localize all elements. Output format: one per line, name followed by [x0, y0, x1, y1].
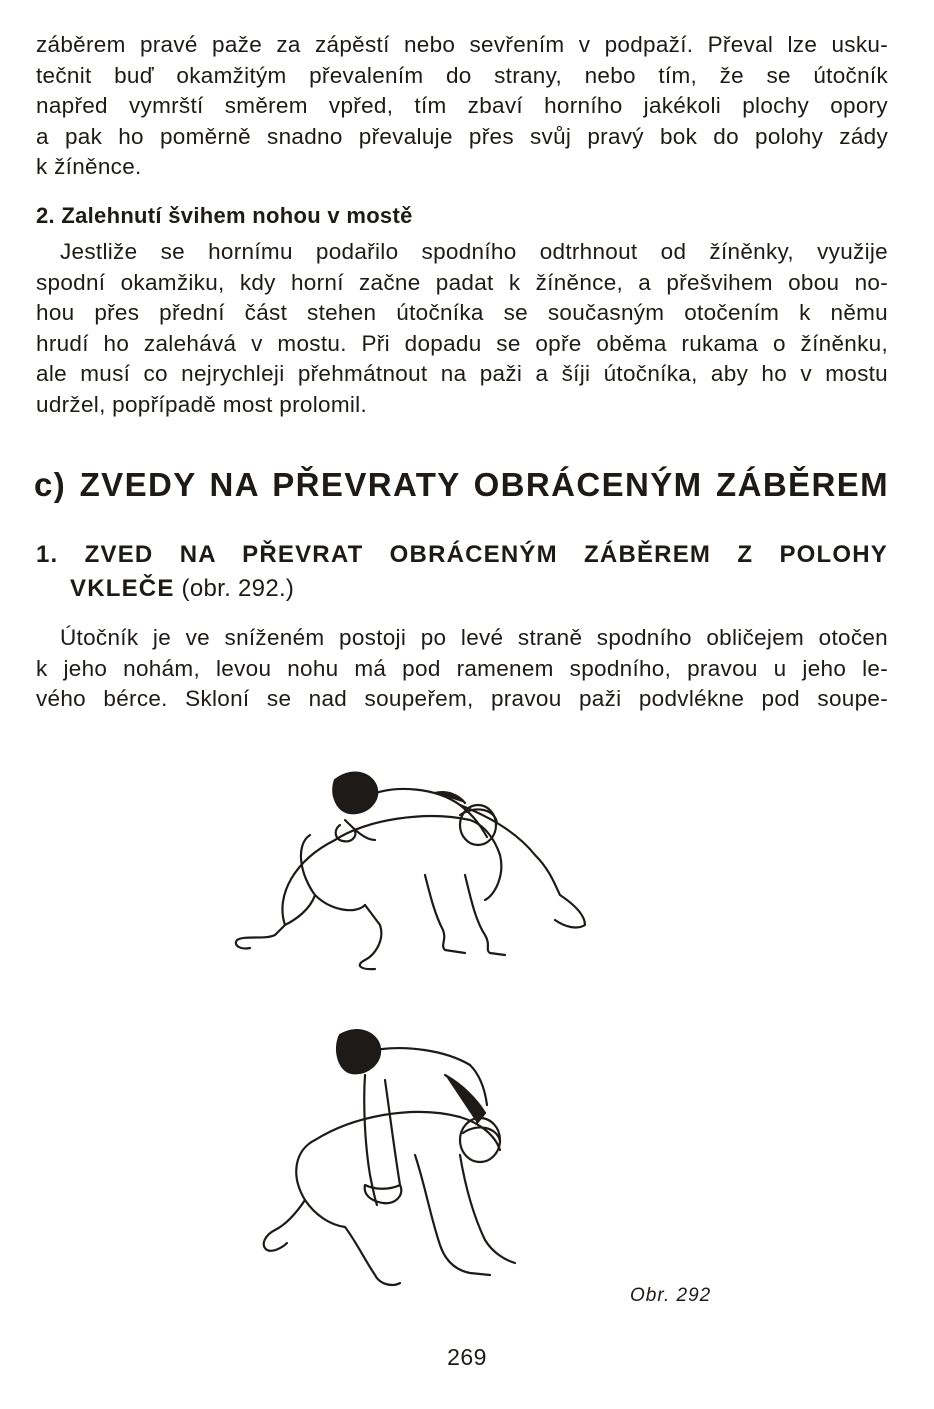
paragraph-bridge-sweep — [36, 237, 888, 420]
illustration-bottom-pose — [264, 1030, 515, 1285]
text-line: hrudí ho zalehává v mostu. Při dopadu se opře oběma rukama o žíněnku, — [36, 330, 888, 356]
text-line: k jeho nohám, levou nohu má pod ramenem spodního, pravou u jeho le- — [36, 655, 888, 681]
figure-reference: (obr. 292.) — [174, 575, 295, 602]
text-line: a pak ho poměrně snadno převaluje přes svůj pravý bok do polohy zády — [36, 123, 888, 149]
text-line: spodní okamžiku, kdy horní začne padat k žíněnce, a přešvihem obou no- — [36, 269, 888, 295]
section-heading: c) ZVEDY NA PŘEVRATY OBRÁCENÝM ZÁBĚREM — [34, 466, 889, 503]
wrestling-illustration — [215, 745, 615, 1305]
illustration-top-pose — [236, 773, 585, 970]
text-line: vého bérce. Skloní se nad soupeřem, pravou paži podvlékne pod soupe- — [36, 686, 888, 711]
text-line: Útočník je ve sníženém postoji po levé straně spodního obličejem otočen — [60, 625, 888, 650]
text-line: Jestliže se hornímu podařilo spodního odtrhnout od žíněnky, využije — [60, 239, 888, 264]
text-line: ale musí co nejrychleji přehmátnout na paži a šíji útočníka, aby ho v mostu — [36, 361, 888, 386]
item-heading — [36, 538, 888, 606]
text-line: k žíněnce. — [36, 154, 142, 179]
paragraph-reversal — [36, 30, 888, 183]
paragraph-attacker-position — [36, 623, 888, 715]
subheading-bridge-sweep: 2. Zalehnutí švihem nohou v mostě — [36, 203, 413, 228]
text-line: udržel, popřípadě most prolomil. — [36, 391, 368, 417]
text-line: tečnit buď okamžitým převalením do strany, nebo tím, že se útočník — [36, 62, 888, 88]
item-heading-title: VKLEČE — [70, 575, 175, 602]
item-heading-line2 — [36, 572, 888, 606]
figure-caption: Obr. 292 — [630, 1285, 712, 1306]
text-line: napřed vymrští směrem vpřed, tím zbaví horního jakékoli plochy opory — [36, 93, 888, 118]
text-line: hou přes přední část stehen útočníka se současným otočením k němu — [36, 300, 888, 325]
text-line: záběrem pravé paže za zápěstí nebo sevřením v podpaží. Převal lze usku- — [36, 32, 888, 57]
page-number: 269 — [447, 1344, 487, 1370]
item-heading-line1: 1. ZVED NA PŘEVRAT OBRÁCENÝM ZÁBĚREM Z POLOHY — [36, 541, 888, 568]
